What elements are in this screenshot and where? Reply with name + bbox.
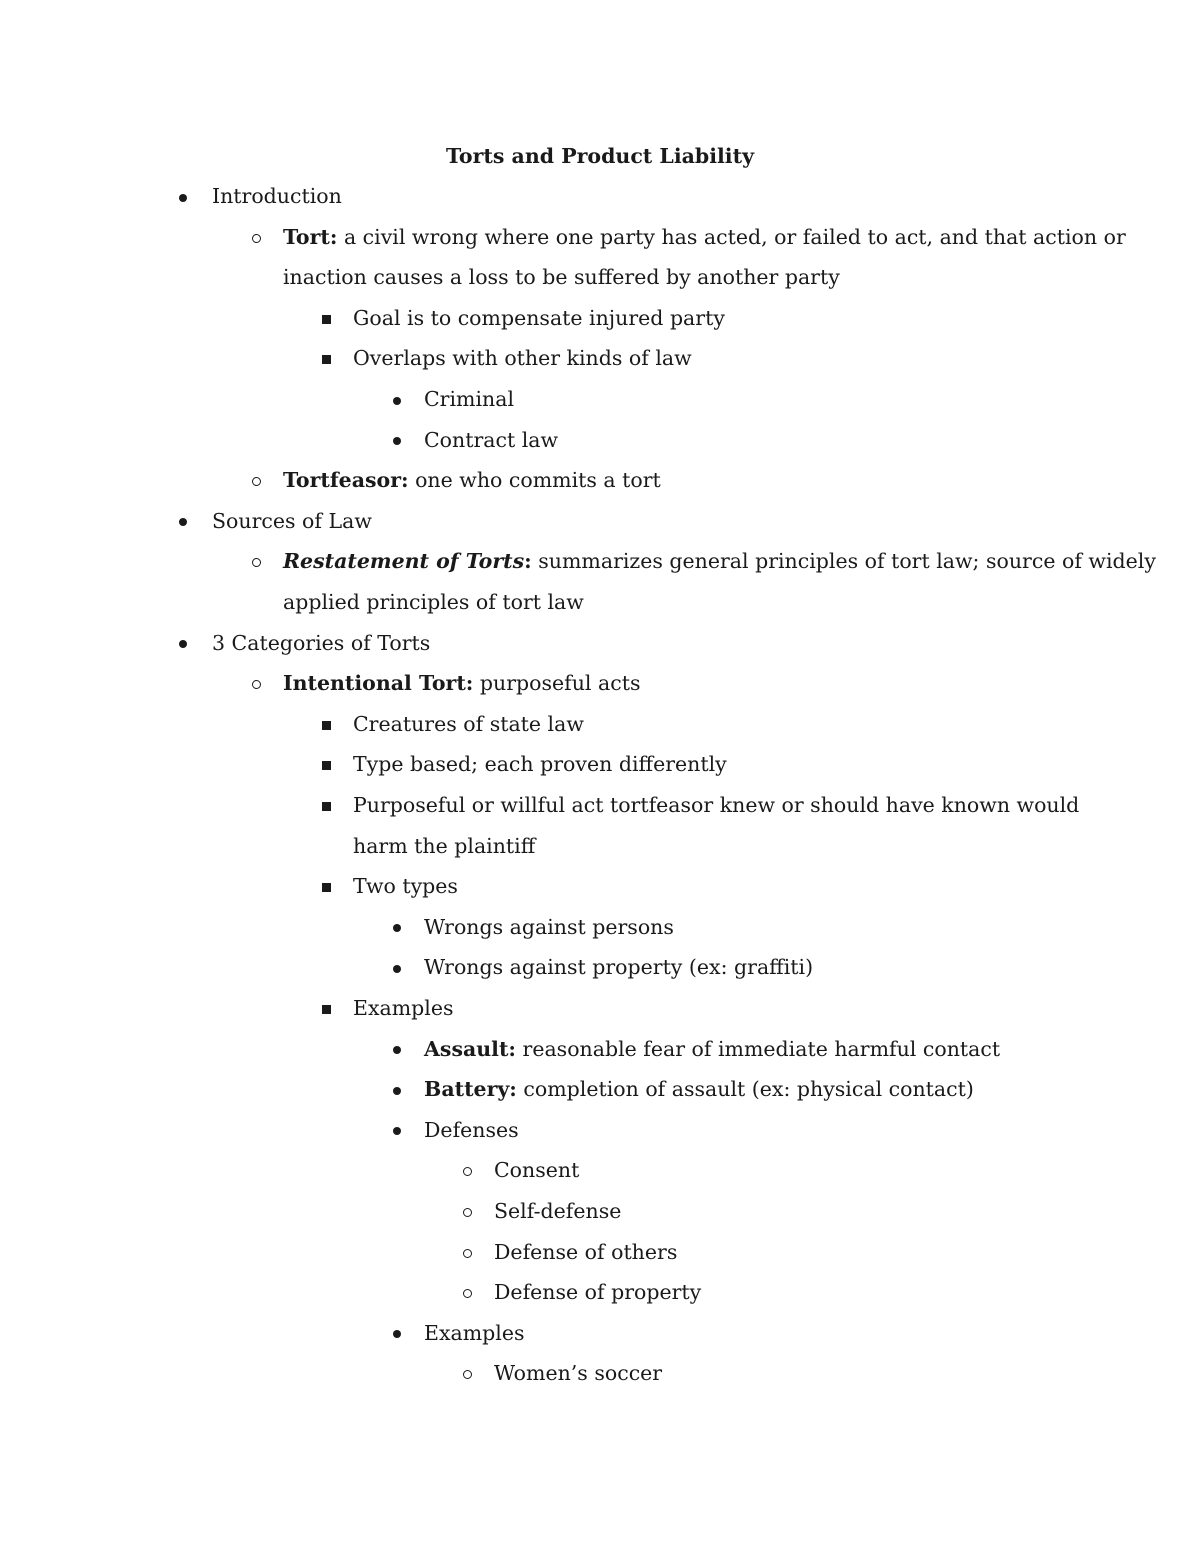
list-item [0,663,1200,704]
item-body-text: harm the plaintiff [353,833,536,858]
list-item-text [283,582,584,623]
bullet-circle-icon [457,1191,477,1232]
list-item [0,501,1200,542]
list-item-text [424,1313,525,1354]
list-item [0,988,1200,1029]
list-item-continuation [0,582,1200,623]
item-body-text: Contract law [424,427,559,452]
bullet-square-icon [316,866,336,907]
list-item-text [353,866,458,907]
list-item [0,1029,1200,1070]
defined-term: Tort: [283,224,338,249]
list-item [0,704,1200,745]
list-item-text [494,1191,621,1232]
item-body-text: one who commits a tort [408,468,661,493]
item-body-text: completion of assault (ex: physical contact) [516,1077,974,1102]
list-item [0,947,1200,988]
list-item [0,785,1200,826]
list-item-text [283,663,640,704]
item-body-text: Defense of property [494,1280,702,1305]
item-body-text: purposeful acts [473,671,641,696]
bullet-disc-icon [387,420,407,461]
list-item-text [353,704,584,745]
item-body-text: Women’s soccer [494,1361,663,1386]
list-item [0,379,1200,420]
bullet-disc-icon [387,907,407,948]
bullet-square-icon [316,744,336,785]
item-body-text: Two types [353,874,458,899]
item-body-text: Goal is to compensate injured party [353,305,725,330]
list-item [0,420,1200,461]
item-body-text: Creatures of state law [353,711,584,736]
bullet-square-icon [316,298,336,339]
list-item [0,541,1200,582]
bullet-disc-icon [387,947,407,988]
list-item-text [424,420,558,461]
bullet-disc-icon [173,623,193,664]
list-item-text [494,1272,701,1313]
list-item-text [424,379,514,420]
bullet-circle-icon [246,663,266,704]
bullet-disc-icon [173,501,193,542]
list-item [0,338,1200,379]
list-item [0,1232,1200,1273]
list-item-text [212,501,372,542]
list-item-text [283,541,1156,582]
item-body-text: Consent [494,1158,580,1183]
item-body-text: Type based; each proven differently [353,752,727,777]
list-item [0,298,1200,339]
bullet-square-icon [316,785,336,826]
bullet-disc-icon [387,379,407,420]
item-body-text: reasonable fear of immediate harmful contact [516,1036,1001,1061]
list-item [0,176,1200,217]
bullet-disc-icon [387,1029,407,1070]
item-body-text: applied principles of tort law [283,590,584,614]
item-body-text: Introduction [212,184,342,208]
list-item [0,1150,1200,1191]
bullet-circle-icon [246,541,266,582]
list-item-text [283,217,1126,258]
list-item-text [424,1029,1000,1070]
bullet-disc-icon [387,1110,407,1151]
bullet-disc-icon [173,176,193,217]
bullet-square-icon [316,988,336,1029]
list-item [0,623,1200,664]
item-body-text: Purposeful or willful act tortfeasor knew or should have known would [353,793,1080,817]
list-item-text [424,907,674,948]
item-body-text: Overlaps with other kinds of law [353,346,692,371]
defined-term: Intentional Tort: [283,671,474,696]
list-item-continuation [0,257,1200,298]
list-item-text [283,257,840,298]
list-item-text [212,623,430,664]
list-item [0,1069,1200,1110]
list-item [0,1191,1200,1232]
item-body-text: Sources of Law [212,508,372,533]
item-body-text: Examples [424,1320,525,1345]
list-item [0,907,1200,948]
list-item-text [283,460,661,501]
bullet-circle-icon [457,1232,477,1273]
list-item-text [353,298,725,339]
item-body-text: a civil wrong where one party has acted, or failed to act, and that action or [337,224,1126,249]
bullet-disc-icon [387,1069,407,1110]
list-item-text [353,744,727,785]
bullet-disc-icon [387,1313,407,1354]
document-title: Torts and Product Liability [446,144,754,168]
list-item [0,1272,1200,1313]
item-body-text: Defense of others [494,1239,678,1264]
list-item [0,1313,1200,1354]
item-body-text: Wrongs against property (ex: graffiti) [424,955,814,980]
list-item-text [494,1353,662,1394]
list-item-text [353,785,1079,826]
list-item-text [424,947,813,988]
list-item [0,744,1200,785]
list-item [0,1110,1200,1151]
defined-term-italic: Restatement of Torts [283,549,525,574]
item-body-text: Criminal [424,387,515,411]
list-item [0,1353,1200,1394]
list-item-text [424,1069,974,1110]
list-item-continuation [0,826,1200,867]
list-item [0,217,1200,258]
bullet-square-icon [316,338,336,379]
bullet-circle-icon [457,1272,477,1313]
item-body-text: 3 Categories of Torts [212,630,431,655]
bullet-circle-icon [246,460,266,501]
term-colon: : [524,549,532,574]
list-item-text [494,1150,579,1191]
list-item [0,866,1200,907]
defined-term: Battery: [424,1077,517,1102]
defined-term: Assault: [424,1036,516,1061]
bullet-circle-icon [457,1353,477,1394]
list-item-text [212,176,342,217]
item-body-text: Wrongs against persons [424,914,674,939]
item-body-text: Self-defense [494,1199,622,1223]
list-item [0,460,1200,501]
defined-term: Tortfeasor: [283,468,409,493]
item-body-text: inaction causes a loss to be suffered by another party [283,265,840,290]
bullet-circle-icon [246,217,266,258]
item-body-text: Defenses [424,1117,519,1142]
item-body-text: summarizes general principles of tort law; source of widely [531,549,1156,574]
bullet-circle-icon [457,1150,477,1191]
list-item-text [353,988,454,1029]
item-body-text: Examples [353,996,454,1020]
bullet-square-icon [316,704,336,745]
list-item-text [353,826,535,867]
list-item-text [494,1232,677,1273]
list-item-text [353,338,692,379]
list-item-text [424,1110,519,1151]
